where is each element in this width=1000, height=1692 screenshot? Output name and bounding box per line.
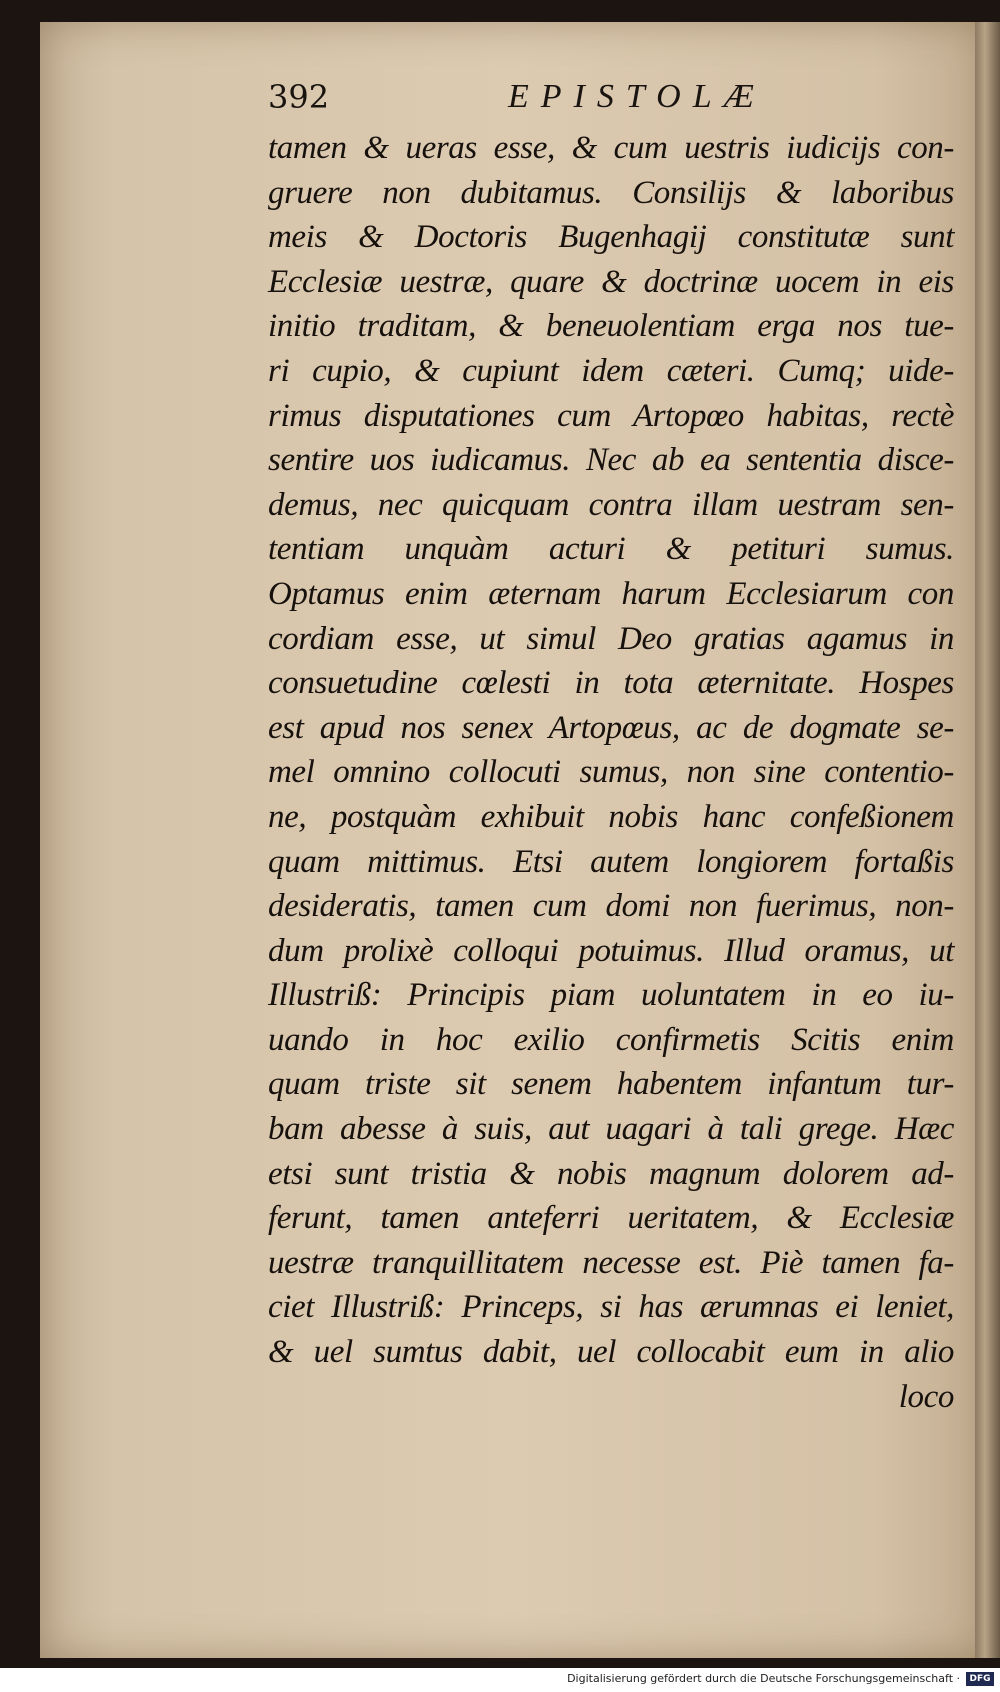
page-edge xyxy=(975,22,1000,1658)
text-line: desideratis, tamen cum domi non fuerimus, non- xyxy=(268,888,954,925)
text-line: tamen & ueras esse, & cum uestris iudicijs con- xyxy=(268,130,954,166)
page-header xyxy=(268,78,968,128)
text-line: initio traditam, & beneuolentiam erga nos tue- xyxy=(268,308,954,345)
text-line: ciet Illustriß: Princeps, si has ærumnas ei leniet, xyxy=(268,1289,954,1326)
text-line: meis & Doctoris Bugenhagij constitutæ sunt xyxy=(268,219,954,256)
text-line: cordiam esse, ut simul Deo gratias agamus in xyxy=(268,620,954,657)
text-line: Optamus enim æternam harum Ecclesiarum con xyxy=(268,575,954,612)
text-line: ri cupio, & cupiunt idem cæteri. Cumq; uide- xyxy=(268,352,954,389)
text-line: sentire uos iudicamus. Nec ab ea sententia disce- xyxy=(268,442,954,479)
text-line: quam mittimus. Etsi autem longiorem fortaßis xyxy=(268,843,954,880)
text-line: uando in hoc exilio confirmetis Scitis enim xyxy=(268,1021,954,1058)
text-line: gruere non dubitamus. Consilijs & laboribus xyxy=(268,174,954,211)
text-line: ferunt, tamen anteferri ueritatem, & Ecclesiæ xyxy=(268,1200,954,1237)
dfg-credit: Digitalisierung gefördert durch die Deutsche Forschungsgemeinschaft · xyxy=(567,1672,960,1685)
text-line: mel omnino collocuti sumus, non sine contentio- xyxy=(268,754,954,791)
text-block xyxy=(268,126,954,1419)
text-line: ne, postquàm exhibuit nobis hanc confeßionem xyxy=(268,798,954,835)
text-line: uestræ tranquillitatem necesse est. Piè tamen fa- xyxy=(268,1244,954,1281)
text-line: & uel sumtus dabit, uel collocabit eum in alio xyxy=(268,1334,954,1371)
text-line: demus, nec quicquam contra illam uestram sen- xyxy=(268,486,954,523)
running-head: EPISTOLÆ xyxy=(508,78,766,115)
text-line: Ecclesiæ uestræ, quare & doctrinæ uocem in eis xyxy=(268,263,954,300)
dfg-logo: DFG xyxy=(966,1672,994,1686)
text-line: bam abesse à suis, aut uagari à tali grege. Hæc xyxy=(268,1111,954,1148)
text-line: quam triste sit senem habentem infantum tur- xyxy=(268,1066,954,1103)
text-line: rimus disputationes cum Artopœo habitas, rectè xyxy=(268,397,954,434)
catchword: loco xyxy=(898,1378,954,1415)
text-line: tentiam unquàm acturi & petituri sumus. xyxy=(268,531,954,568)
page-number: 392 xyxy=(268,78,330,116)
text-line: etsi sunt tristia & nobis magnum dolorem ad- xyxy=(268,1155,954,1192)
footer-bar xyxy=(0,1668,1000,1692)
text-line: dum prolixè colloqui potuimus. Illud oramus, ut xyxy=(268,932,954,969)
text-line: consuetudine cœlesti in tota æternitate. Hospes xyxy=(268,665,954,702)
text-line: Illustriß: Principis piam uoluntatem in eo iu- xyxy=(268,977,954,1014)
text-line: est apud nos senex Artopœus, ac de dogmate se- xyxy=(268,709,954,746)
